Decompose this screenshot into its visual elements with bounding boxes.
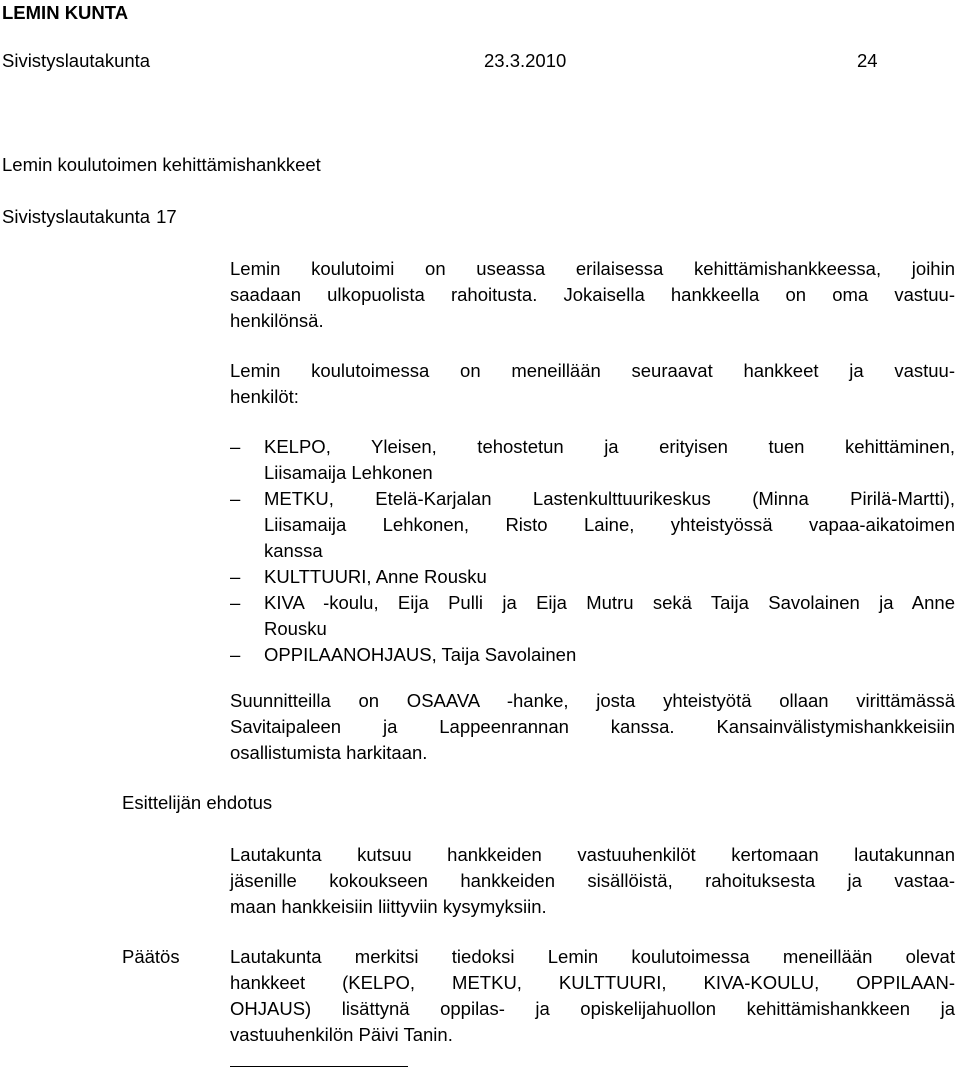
text-line: Lautakunta kutsuu hankkeiden vastuuhenkilöt kertomaan lautakunnan bbox=[230, 844, 955, 865]
list-item bbox=[230, 486, 955, 564]
text-line: Suunnitteilla on OSAAVA -hanke, josta yhteistyötä ollaan virittämässä bbox=[230, 690, 955, 711]
dash-bullet: – bbox=[230, 436, 241, 457]
organization-name: LEMIN KUNTA bbox=[2, 2, 129, 23]
text-line: henkilöt: bbox=[230, 386, 299, 407]
text-line: vastuuhenkilön Päivi Tanin. bbox=[230, 1024, 453, 1045]
signature-line bbox=[230, 1066, 408, 1067]
text-line: KULTTUURI, Anne Rousku bbox=[264, 566, 487, 587]
reference-number: 17 bbox=[156, 206, 177, 227]
proposal-paragraph bbox=[230, 842, 955, 920]
item-title: Lemin koulutoimen kehittämishankkeet bbox=[2, 154, 321, 175]
header-body: Sivistyslautakunta bbox=[2, 50, 151, 71]
header-date: 23.3.2010 bbox=[484, 50, 567, 71]
intro-paragraph bbox=[230, 256, 955, 334]
text-line: saadaan ulkopuolista rahoitusta. Jokaisella hankkeella on oma vastuu- bbox=[230, 284, 955, 305]
dash-bullet: – bbox=[230, 644, 241, 665]
text-line: Liisamaija Lehkonen, Risto Laine, yhteistyössä vapaa-aikatoimen bbox=[264, 514, 955, 535]
reference-body: Sivistyslautakunta bbox=[2, 206, 151, 227]
text-line: hankkeet (KELPO, METKU, KULTTUURI, KIVA-KOULU, OPPILAAN- bbox=[230, 972, 955, 993]
dash-bullet: – bbox=[230, 592, 241, 613]
list-item bbox=[230, 564, 955, 590]
text-line: OPPILAANOHJAUS, Taija Savolainen bbox=[264, 644, 577, 665]
projects-list bbox=[230, 434, 955, 668]
text-line: Liisamaija Lehkonen bbox=[264, 462, 433, 483]
text-line: Lautakunta merkitsi tiedoksi Lemin koulutoimessa meneillään olevat bbox=[230, 946, 955, 967]
list-item bbox=[230, 434, 955, 486]
text-line: KIVA -koulu, Eija Pulli ja Eija Mutru sekä Taija Savolainen ja Anne bbox=[264, 592, 955, 613]
decision-label: Päätös bbox=[122, 946, 180, 967]
text-line: kanssa bbox=[264, 540, 323, 561]
page-number: 24 bbox=[857, 50, 878, 71]
text-line: henkilönsä. bbox=[230, 310, 324, 331]
dash-bullet: – bbox=[230, 488, 241, 509]
decision-paragraph bbox=[230, 944, 955, 1048]
text-line: Lemin koulutoimi on useassa erilaisessa kehittämishankkeessa, joihin bbox=[230, 258, 955, 279]
list-item bbox=[230, 590, 955, 642]
list-item bbox=[230, 642, 955, 668]
text-line: jäsenille kokoukseen hankkeiden sisällöistä, rahoituksesta ja vastaa- bbox=[230, 870, 955, 891]
text-line: METKU, Etelä-Karjalan Lastenkulttuurikeskus (Minna Pirilä-Martti), bbox=[264, 488, 955, 509]
text-line: Lemin koulutoimessa on meneillään seuraavat hankkeet ja vastuu- bbox=[230, 360, 955, 381]
text-line: Rousku bbox=[264, 618, 327, 639]
dash-bullet: – bbox=[230, 566, 241, 587]
text-line: OHJAUS) lisättynä oppilas- ja opiskelijahuollon kehittämishankkeen ja bbox=[230, 998, 955, 1019]
projects-intro-paragraph bbox=[230, 358, 955, 410]
text-line: Savitaipaleen ja Lappeenrannan kanssa. Kansainvälistymishankkeisiin bbox=[230, 716, 955, 737]
proposal-label: Esittelijän ehdotus bbox=[122, 792, 273, 813]
planned-paragraph bbox=[230, 688, 955, 766]
text-line: maan hankkeisiin liittyviin kysymyksiin. bbox=[230, 896, 547, 917]
text-line: osallistumista harkitaan. bbox=[230, 742, 428, 763]
item-reference bbox=[2, 204, 177, 230]
text-line: KELPO, Yleisen, tehostetun ja erityisen tuen kehittäminen, bbox=[264, 436, 955, 457]
